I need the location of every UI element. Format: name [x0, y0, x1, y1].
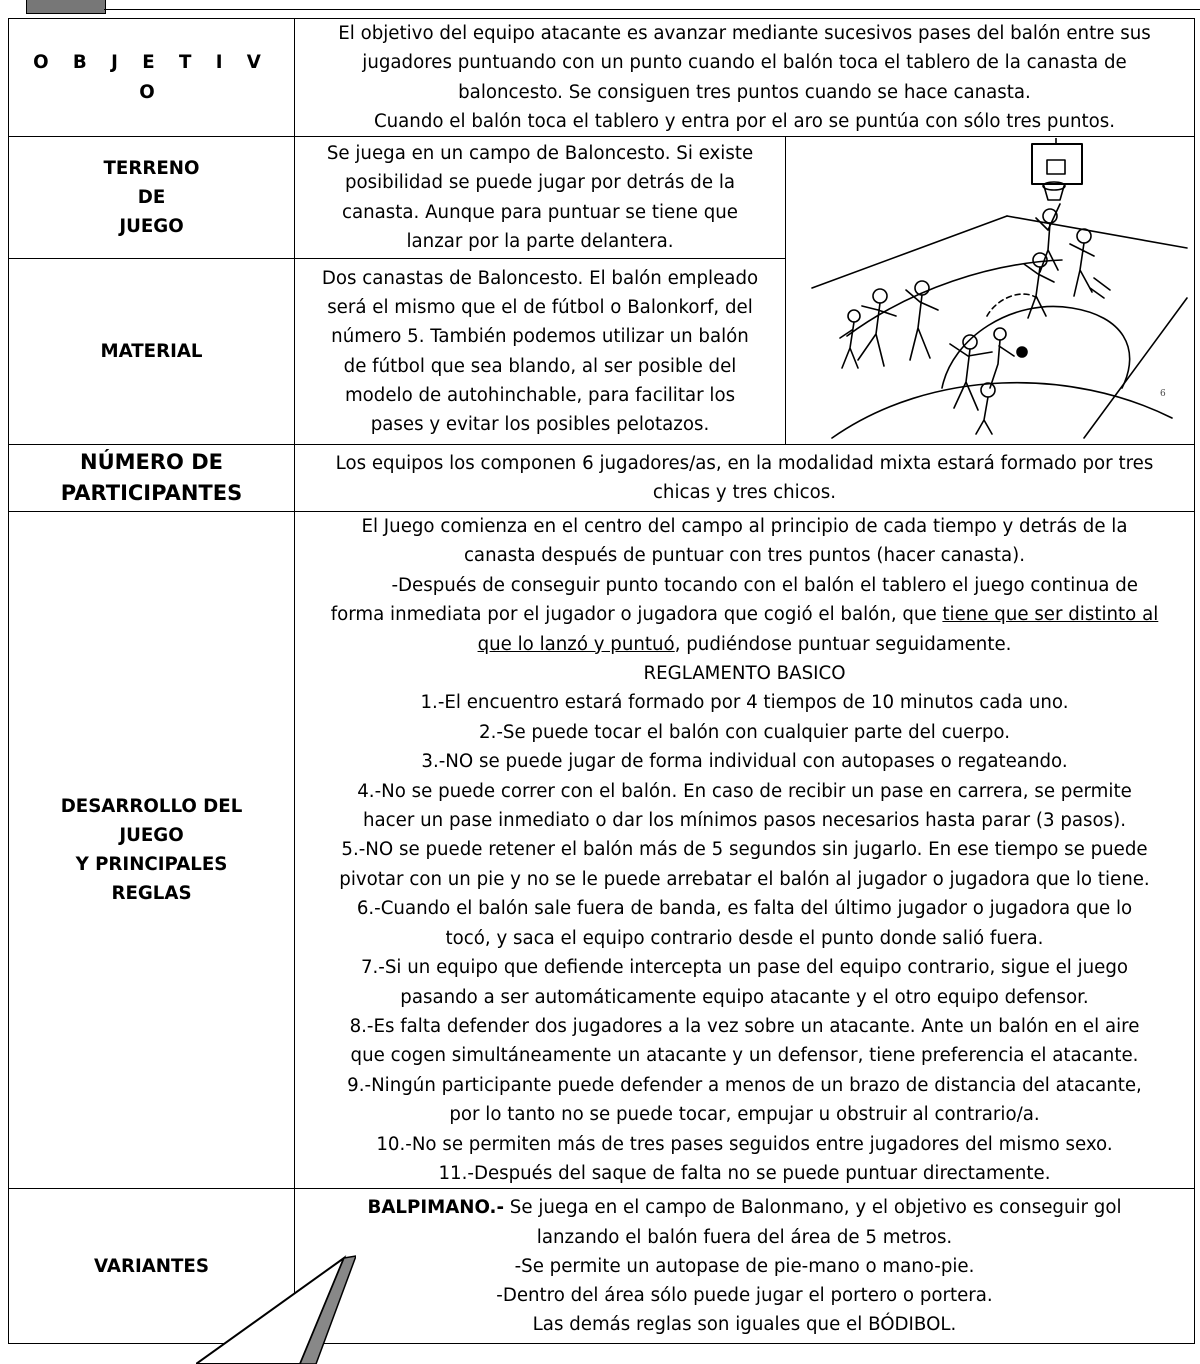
objetivo-line: jugadores puntuando con un punto cuando el balón toca el tablero de la canasta de [362, 52, 1127, 74]
hoop-net [1044, 186, 1064, 200]
rule-line: 2.-Se puede tocar el balón con cualquier parte del cuerpo. [479, 721, 1010, 743]
rule-line: por lo tanto no se puede tocar, empujar u obstruir al contrario/a. [449, 1104, 1040, 1126]
variantes-text [295, 1189, 1195, 1344]
rule-line: 11.-Después del saque de falta no se puede puntuar directamente. [438, 1162, 1051, 1184]
label-line: PARTICIPANTES [60, 481, 243, 505]
variantes-line: Las demás reglas son iguales que el BÓDIBOL. [532, 1314, 957, 1336]
row-participantes [9, 445, 1195, 512]
desarrollo-text-underlined: que lo lanzó y puntuó [477, 633, 675, 655]
rule-line: 3.-NO se puede jugar de forma individual con autopases o regateando. [421, 751, 1068, 773]
terreno-line: lanzar por la parte delantera. [406, 230, 674, 252]
rule-line: 7.-Si un equipo que defiende intercepta un pase del equipo contrario, sigue el juego [360, 957, 1129, 979]
rule-line: 10.-No se permiten más de tres pases seguidos entre jugadores del mismo sexo. [376, 1133, 1113, 1155]
objetivo-line: baloncesto. Se consiguen tres puntos cuando se hace canasta. [458, 81, 1031, 103]
rule-line: 4.-No se puede correr con el balón. En caso de recibir un pase en carrera, se permite [357, 780, 1132, 802]
terreno-line: Se juega en un campo de Baloncesto. Si existe [326, 143, 754, 165]
rule-line: 9.-Ningún participante puede defender a menos de un brazo de distancia del atacante, [347, 1074, 1142, 1096]
page-number: 6 [1160, 388, 1166, 399]
label-variantes: VARIANTES [9, 1189, 295, 1344]
variantes-text-plain: Se juega en el campo de Balonmano, y el objetivo es conseguir gol [504, 1197, 1122, 1219]
desarrollo-text-plain: forma inmediata por el jugador o jugadora que cogió el balón, que [330, 604, 943, 626]
material-line: será el mismo que el de fútbol o Balonkorf, del [327, 297, 753, 319]
label-material: MATERIAL [9, 259, 295, 445]
rule-line: pivotar con un pie y no se le puede arrebatar el balón al jugador o jugadora que lo tiene. [339, 868, 1150, 890]
participantes-text [295, 445, 1195, 512]
court-baseline-top [1007, 216, 1187, 248]
material-line: modelo de autohinchable, para facilitar los [344, 384, 736, 406]
label-participantes [9, 445, 295, 512]
rule-line: 6.-Cuando el balón sale fuera de banda, es falta del último jugador o jugadora que lo [356, 898, 1133, 920]
label-line: REGLAS [111, 883, 192, 905]
label-line: NÚMERO DE [80, 450, 223, 474]
variantes-line: lanzando el balón fuera del área de 5 metros. [536, 1226, 953, 1248]
objetivo-text [295, 19, 1195, 137]
label-desarrollo [9, 512, 295, 1189]
rule-line: 8.-Es falta defender dos jugadores a la vez sobre un atacante. Ante un balón en el aire [349, 1015, 1140, 1037]
terreno-text [295, 137, 786, 259]
material-line: pases y evitar los posibles pelotazos. [370, 413, 710, 435]
row-variantes [9, 1189, 1195, 1344]
material-line: Dos canastas de Baloncesto. El balón empleado [321, 267, 759, 289]
desarrollo-line [297, 600, 1192, 629]
desarrollo-text [295, 512, 1195, 1189]
desarrollo-line: canasta después de puntuar con tres puntos (hacer canasta). [463, 545, 1026, 567]
row-desarrollo [9, 512, 1195, 1189]
decorative-arrow-shape [196, 1252, 356, 1364]
rule-line: que cogen simultáneamente un atacante y un defensor, tiene preferencia el atacante. [350, 1045, 1139, 1067]
participantes-line: Los equipos los componen 6 jugadores/as, en la modalidad mixta estará formado por tres [335, 452, 1154, 474]
label-terreno [9, 137, 295, 259]
illustration-cell [786, 137, 1195, 445]
label-line: DESARROLLO DEL [60, 795, 243, 817]
variantes-line: -Dentro del área sólo puede jugar el portero o portera. [496, 1284, 993, 1306]
rule-line: tocó, y saca el equipo contrario desde el punto donde salió fuera. [445, 927, 1044, 949]
terreno-line: posibilidad se puede jugar por detrás de la [344, 172, 736, 194]
variantes-line: -Se permite un autopase de pie-mano o mano-pie. [514, 1255, 975, 1277]
desarrollo-line: El Juego comienza en el centro del campo al principio de cada tiempo y detrás de la [361, 516, 1128, 537]
basketball-players-illustration [792, 138, 1192, 444]
rule-line: hacer un pase inmediato o dar los mínimos pasos necesarios hasta parar (3 pasos). [363, 810, 1126, 832]
terreno-line: canasta. Aunque para puntuar se tiene que [341, 201, 738, 223]
row-terreno [9, 137, 1195, 259]
court-sideline [812, 216, 1007, 288]
header-tab-block [26, 0, 106, 14]
rule-line: pasando a ser automáticamente equipo atacante y el otro equipo defensor. [400, 986, 1089, 1008]
label-objetivo: O B J E T I V O [9, 19, 295, 137]
header-rule [104, 9, 1200, 10]
court-arc [942, 306, 1130, 388]
material-line: de fútbol que sea blando, al ser posible del [343, 355, 737, 377]
top-header-bar [0, 0, 1200, 10]
material-line: número 5. También podemos utilizar un balón [331, 326, 749, 348]
objetivo-line: El objetivo del equipo atacante es avanzar mediante sucesivos pases del balón entre sus [338, 23, 1151, 45]
variantes-bold-lead: BALPIMANO.- [367, 1197, 505, 1219]
ball [1017, 347, 1027, 357]
desarrollo-text-underlined: tiene que ser distinto al [942, 604, 1159, 626]
desarrollo-line: -Después de conseguir punto tocando con el balón el tablero el juego continua de [351, 574, 1138, 596]
label-line: JUEGO [119, 216, 184, 238]
material-text [295, 259, 786, 445]
rules-heading: REGLAMENTO BASICO [643, 663, 846, 685]
rule-line: 5.-NO se puede retener el balón más de 5 segundos sin jugarlo. En ese tiempo se puede [341, 839, 1148, 861]
objetivo-line: Cuando el balón toca el tablero y entra por el aro se puntúa con sólo tres puntos. [373, 110, 1116, 132]
court-key-line [847, 260, 1062, 336]
row-objetivo [9, 19, 1195, 137]
game-sheet-table [8, 18, 1195, 1344]
backboard [1032, 144, 1082, 184]
label-line: DE [137, 186, 166, 208]
court-three-point [832, 382, 1172, 437]
label-line: Y PRINCIPALES [75, 854, 228, 876]
desarrollo-line [297, 630, 1192, 659]
participantes-line: chicas y tres chicos. [652, 482, 837, 503]
label-line: JUEGO [119, 824, 184, 846]
label-line: TERRENO [103, 157, 200, 179]
desarrollo-text-plain: , pudiéndose puntuar seguidamente. [674, 633, 1012, 655]
variantes-line [301, 1193, 1188, 1222]
rule-line: 1.-El encuentro estará formado por 4 tiempos de 10 minutos cada uno. [420, 692, 1069, 714]
backboard-square [1047, 160, 1065, 174]
